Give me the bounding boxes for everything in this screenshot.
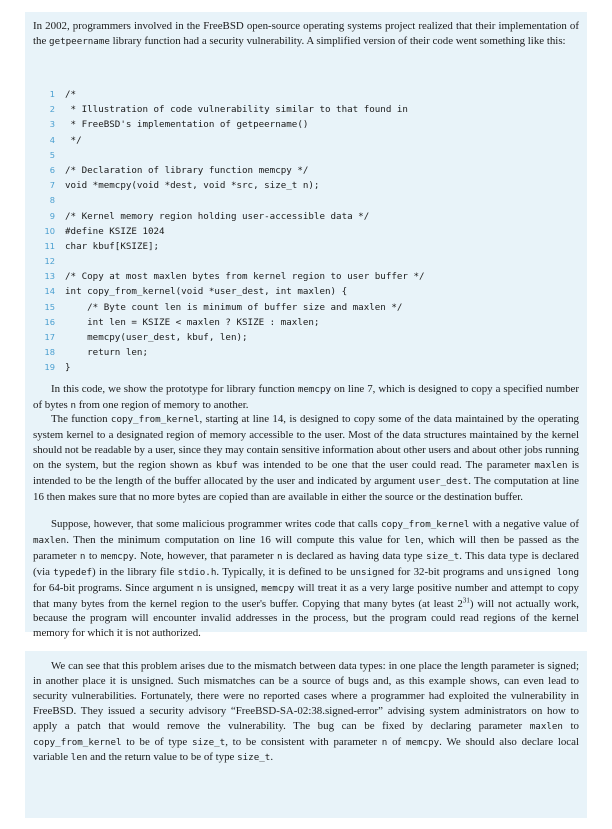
code-text: int copy_from_kernel(void *user_dest, int maxlen) { (65, 286, 348, 298)
code-text: #define KSIZE 1024 (65, 225, 165, 237)
code-line (33, 284, 579, 299)
code-line (33, 224, 579, 239)
line-number: 6 (49, 164, 55, 175)
paragraph-mismatch: We can see that this problem arises due to the mismatch between data types: in one place the length parameter is signed; in another place it is unsigned. Such mismatches can be a source of bugs and, as this example shows, can even lead to security vulnerabilities. Fortunately, there were no reported cases where a programmer had exploited the vulnerability in FreeBSD. They issued a security advisory “FreeBSD-SA-02:38.signed-error” advising system administrators on how to apply a patch that would remove the vulnerability. The bug can be fixed by declaring parameter maxlen to copy_from_kernel to be of type size_t, to be consistent with parameter n of memcpy. We should also declare local variable len and the return value to be of type size_t. (33, 660, 579, 764)
line-number: 14 (44, 286, 55, 297)
code-line (33, 117, 579, 132)
code-line (33, 193, 579, 208)
line-number: 3 (49, 119, 55, 130)
line-number: 11 (44, 240, 55, 251)
code-text: } (65, 362, 71, 374)
intro-paragraph: In 2002, programmers involved in the FreeBSD open-source operating systems project realized that their implementation of the getpeername library function had a security vulnerability. A simplified version of their code went something like this: (33, 20, 579, 47)
line-number: 15 (44, 301, 55, 312)
paragraph-copy-from-kernel: The function copy_from_kernel, starting at line 14, is designed to copy some of the data maintained by the operating system kernel to a designated region of memory accessible to the user. Most of the data structures maintained by the kernel should not be readable by a user, since they may contain sensitive information about other users and about other jobs running on the system, but the region shown as kbuf was intended to be one that the user could read. The parameter maxlen is intended to be the length of the buffer allocated by the user and indicated by argument user_dest. The computation at line 16 then makes sure that no more bytes are copied than are available in either the source or the destination buffer. (33, 413, 579, 503)
code-line (33, 360, 579, 375)
code-text: /* Byte count len is minimum of buffer size and maxlen */ (65, 301, 403, 313)
aside-box-main (25, 12, 587, 640)
code-text: /* Copy at most maxlen bytes from kernel region to user buffer */ (65, 271, 425, 283)
code-line (33, 148, 579, 163)
code-text: char kbuf[KSIZE]; (65, 240, 160, 252)
code-text: return len; (65, 347, 148, 359)
code-listing (33, 87, 579, 376)
code-line (33, 254, 579, 269)
paragraph-memcpy: In this code, we show the prototype for library function memcpy on line 7, which is designed to copy a specified number of bytes n from one region of memory to another. (33, 383, 580, 411)
code-line (33, 87, 579, 102)
aside-box-conclusion (25, 651, 587, 818)
code-line (33, 209, 579, 224)
code-line (33, 315, 579, 330)
line-number: 18 (44, 347, 55, 358)
code-line (33, 345, 579, 360)
code-text: int len = KSIZE < maxlen ? KSIZE : maxlen; (65, 316, 320, 328)
line-number: 16 (44, 316, 55, 327)
code-text: void *memcpy(void *dest, void *src, size_t n); (65, 180, 320, 192)
code-line (33, 300, 579, 315)
line-number: 17 (44, 332, 55, 342)
line-number: 10 (44, 225, 55, 236)
line-number: 5 (49, 149, 55, 160)
line-number: 13 (44, 271, 55, 282)
code-line (33, 102, 579, 117)
line-number: 7 (49, 180, 55, 191)
code-text: /* Kernel memory region holding user-accessible data */ (65, 210, 370, 222)
code-text: */ (65, 134, 82, 146)
line-number: 8 (49, 195, 55, 206)
code-text: /* Declaration of library function memcpy */ (65, 164, 309, 176)
line-number: 4 (49, 134, 55, 145)
line-number: 9 (49, 210, 55, 221)
code-line (33, 133, 579, 148)
line-number: 19 (44, 362, 55, 373)
code-line (33, 178, 579, 193)
code-line (33, 163, 579, 178)
code-line (33, 239, 579, 254)
code-text: memcpy(user_dest, kbuf, len); (65, 332, 248, 343)
code-text: * FreeBSD's implementation of getpeername() (65, 119, 309, 131)
line-number: 1 (49, 89, 55, 99)
code-line (33, 269, 579, 284)
code-text: /* (65, 89, 77, 100)
code-line (33, 330, 579, 345)
line-number: 2 (49, 104, 55, 115)
line-number: 12 (44, 256, 55, 267)
paragraph-malicious: Suppose, however, that some malicious programmer writes code that calls copy_from_kernel with a negative value of maxlen. Then the minimum computation on line 16 will compute this value for len, which will then be passed as the parameter n to memcpy. Note, however, that parameter n is declared as having data type size_t. This data type is declared (via typedef) in the library file stdio.h. Typically, it is defined to be unsigned for 32-bit programs and unsigned long for 64-bit programs. Since argument n is unsigned, memcpy will treat it as a very large positive number and attempt to copy that many bytes from the kernel region to the user's buffer. Copying that many bytes (at least $2^{31}$) will not actually work, because the program will encounter invalid addresses in the process, but the program could read regions of the kernel memory for which it is not authorized. (33, 518, 580, 640)
code-text: * Illustration of code vulnerability similar to that found in (65, 104, 408, 116)
